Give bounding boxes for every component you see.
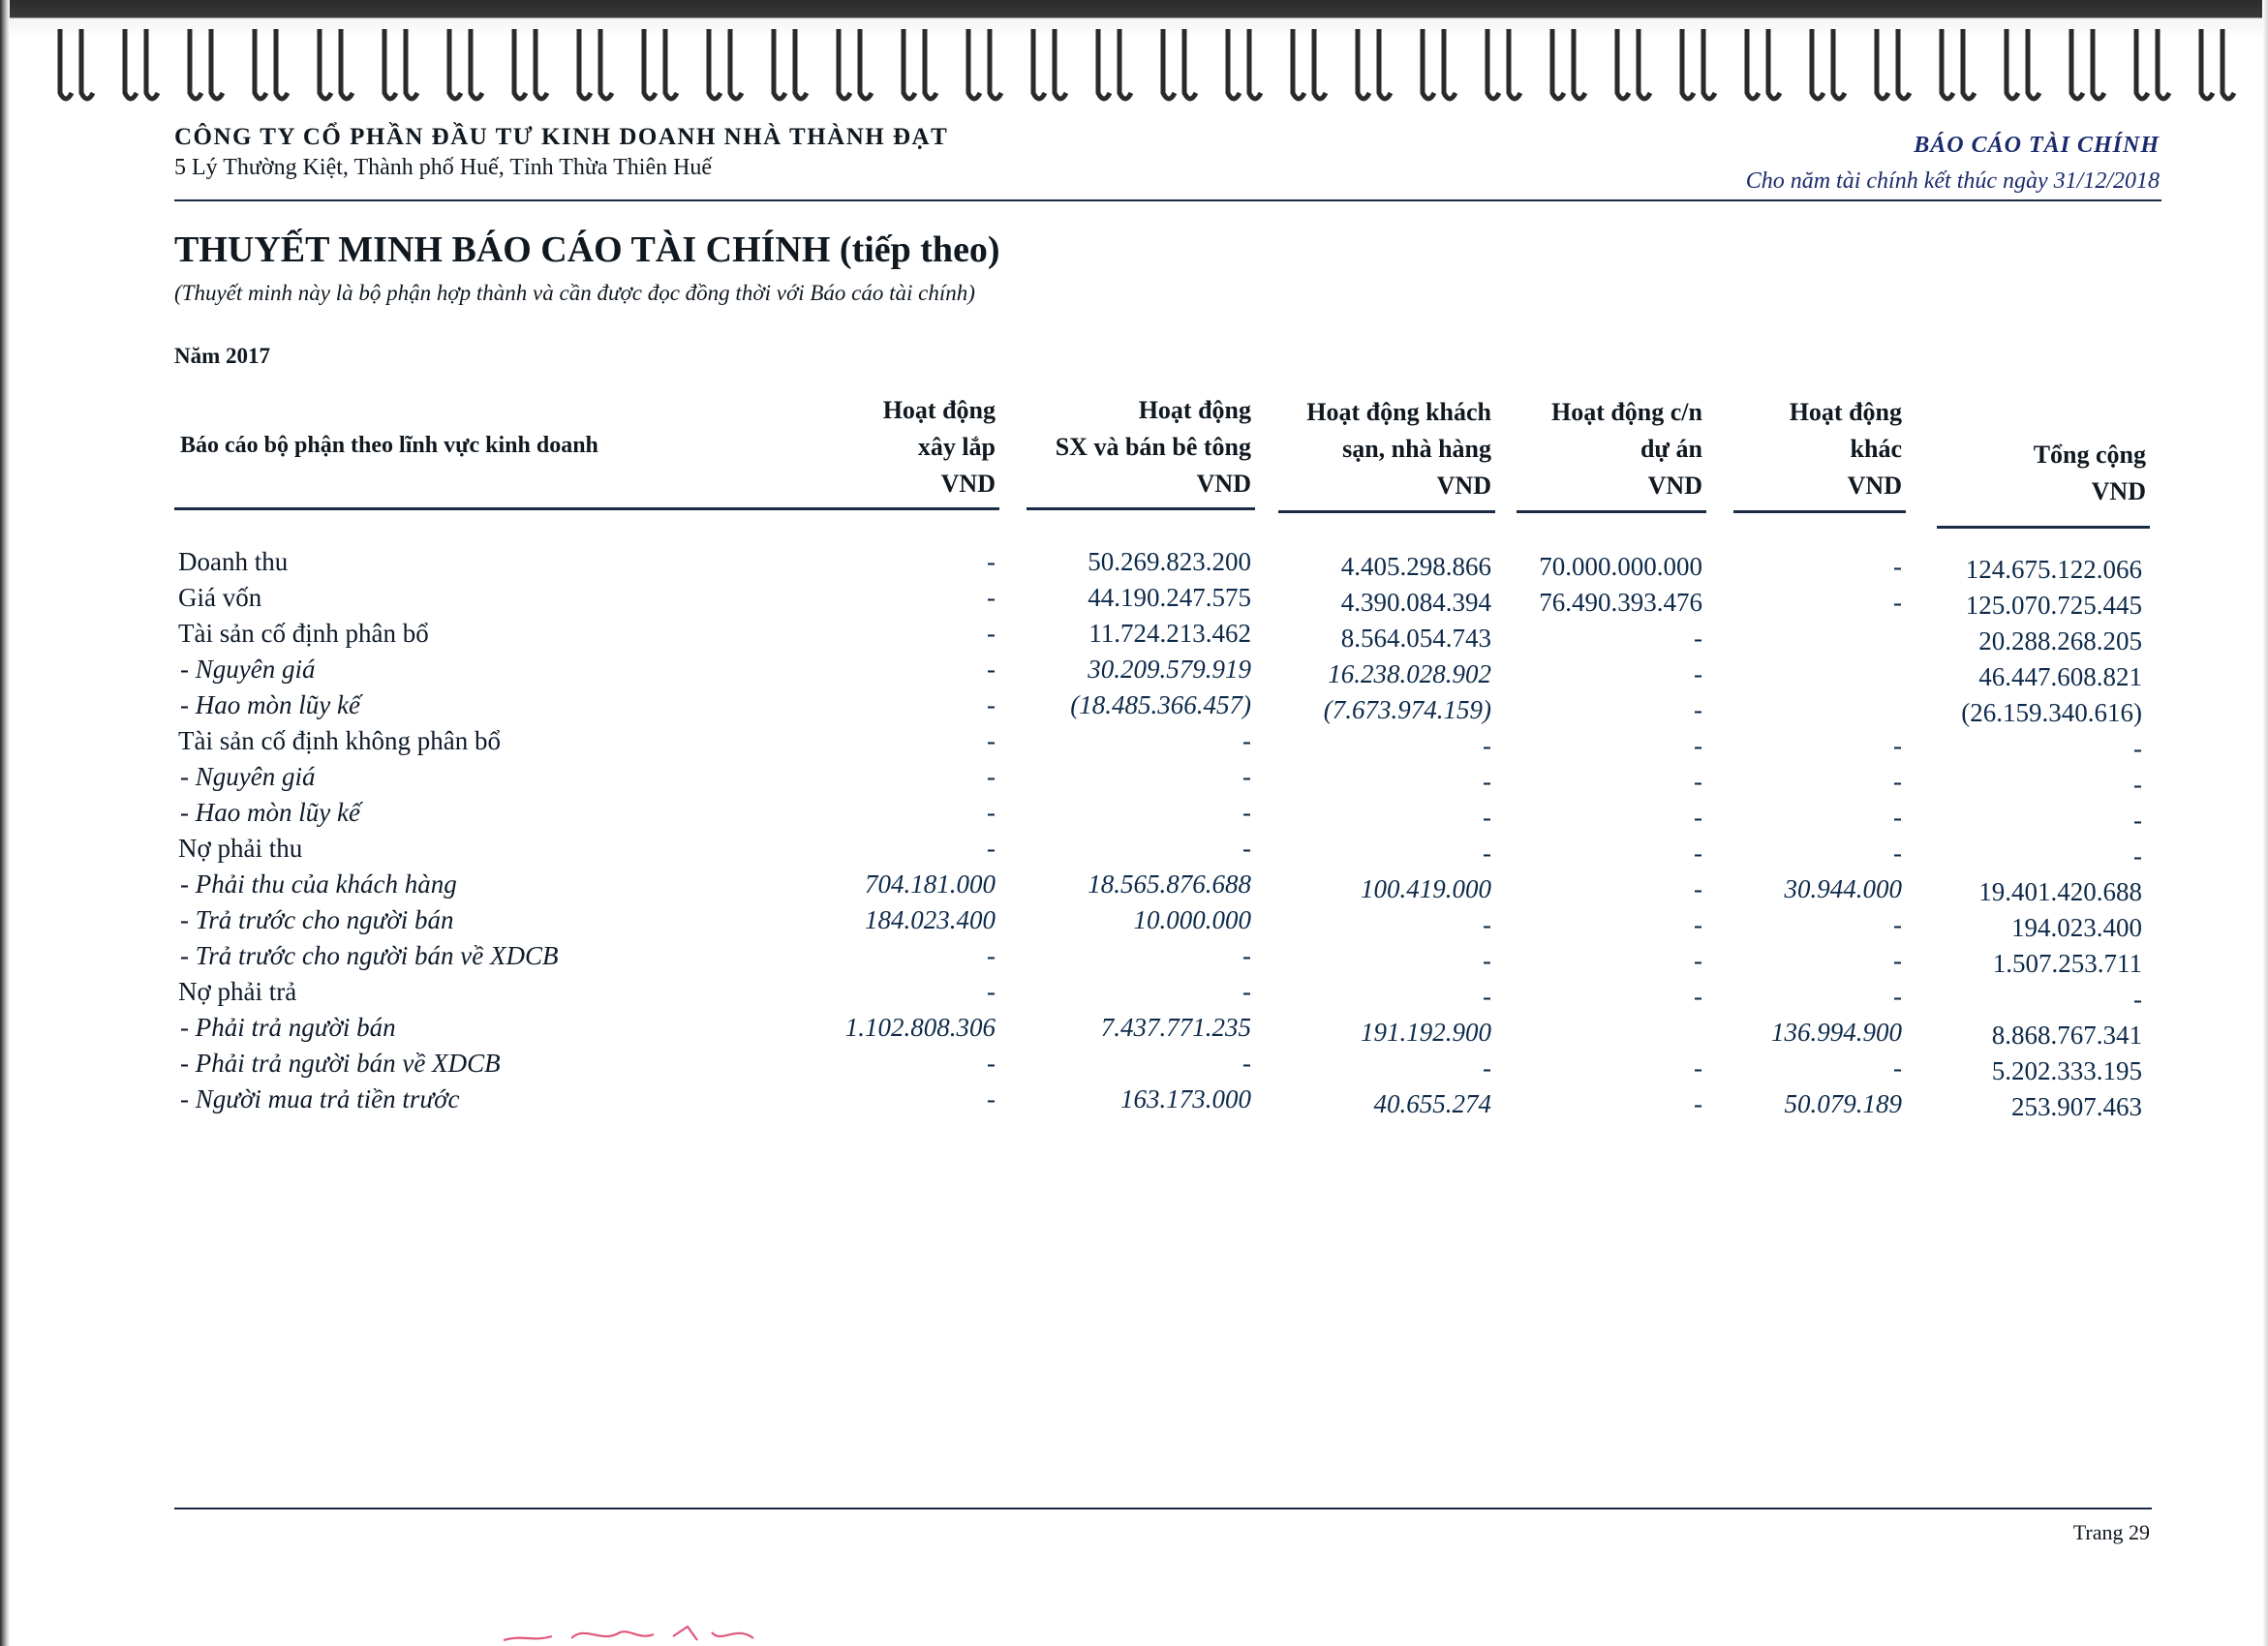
value-cell: - [2133, 985, 2142, 1014]
value-cell: 194.023.400 [2011, 913, 2142, 942]
value-cell: 11.724.213.462 [1088, 619, 1251, 648]
value-cell: 8.564.054.743 [1340, 624, 1491, 653]
row-label: - Phải trả người bán về XDCB [180, 1049, 501, 1078]
value-cell: 50.079.189 [1784, 1089, 1902, 1118]
column-header-unit: VND [1647, 472, 1702, 500]
binding-ring [1682, 29, 1715, 99]
value-cell: 5.202.333.195 [1991, 1056, 2142, 1085]
column-header-line2: khác [1850, 435, 1902, 463]
footer-divider [174, 1508, 2152, 1509]
table-row [0, 834, 2268, 869]
value-cell: - [1242, 1049, 1251, 1078]
table-row [0, 941, 2268, 977]
row-label: - Nguyên giá [180, 655, 316, 684]
value-cell: 253.907.463 [2011, 1092, 2142, 1121]
value-cell: - [987, 655, 996, 684]
row-label: Nợ phải trả [178, 977, 297, 1006]
row-label: Giá vốn [178, 583, 262, 612]
column-header-line2: sạn, nhà hàng [1342, 435, 1491, 463]
binding-ring [904, 29, 936, 99]
column-header-rule [1027, 507, 1255, 510]
column-header-rule [1517, 510, 1706, 513]
binding-ring [1877, 29, 1910, 99]
value-cell: (18.485.366.457) [1070, 690, 1251, 719]
binding-ring [1552, 29, 1585, 99]
value-cell: - [1893, 910, 1902, 939]
value-cell: - [1694, 982, 1702, 1011]
value-cell: - [1694, 874, 1702, 903]
binding-ring [1747, 29, 1780, 99]
column-header [1056, 392, 1251, 503]
value-cell: - [1893, 552, 1902, 581]
table-row [0, 655, 2268, 690]
signature-mark-graphic [494, 1615, 784, 1646]
value-cell: - [1893, 731, 1902, 760]
binding-ring [1293, 29, 1326, 99]
value-cell: - [2133, 734, 2142, 763]
report-period: Cho năm tài chính kết thúc ngày 31/12/2018 [1745, 168, 2160, 194]
value-cell: 4.405.298.866 [1340, 552, 1491, 581]
column-header-rule [1278, 510, 1495, 513]
row-label: Doanh thu [178, 547, 289, 576]
binding-ring [2071, 29, 2104, 99]
value-cell: - [1694, 659, 1702, 688]
value-cell: - [1694, 624, 1702, 653]
value-cell: - [987, 619, 996, 648]
value-cell: - [987, 726, 996, 755]
binding-ring [125, 29, 158, 99]
binding-ring [60, 29, 93, 99]
binding-ring [190, 29, 223, 99]
value-cell: - [1694, 910, 1702, 939]
value-cell: - [1483, 910, 1491, 939]
binding-ring [579, 29, 612, 99]
binding-ring [449, 29, 482, 99]
binding-ring [968, 29, 1001, 99]
value-cell: - [1694, 695, 1702, 724]
table-section-header: Báo cáo bộ phận theo lĩnh vực kinh doanh [180, 433, 598, 458]
column-header-rule [1937, 526, 2150, 529]
value-cell: - [1694, 1089, 1702, 1118]
column-header-rule [1733, 510, 1906, 513]
value-cell: - [987, 1084, 996, 1113]
value-cell: 19.401.420.688 [1978, 877, 2142, 906]
table-row [0, 547, 2268, 583]
binding-ring [255, 29, 288, 99]
column-header-line1: Hoạt động [1789, 398, 1902, 426]
value-cell: - [1483, 731, 1491, 760]
binding-ring [1228, 29, 1261, 99]
value-cell: 136.994.900 [1771, 1018, 1902, 1047]
row-label: - Trả trước cho người bán về XDCB [180, 941, 559, 970]
table-row [0, 1013, 2268, 1049]
row-label: - Phải trả người bán [180, 1013, 396, 1042]
column-header-line2: Tổng cộng [2033, 441, 2146, 469]
year-heading: Năm 2017 [174, 344, 271, 368]
value-cell: 8.868.767.341 [1991, 1021, 2142, 1050]
column-header [1790, 394, 1902, 504]
row-label: - Hao mòn lũy kế [180, 690, 360, 719]
value-cell: 46.447.608.821 [1978, 662, 2142, 691]
value-cell: - [1483, 946, 1491, 975]
value-cell: - [1483, 1053, 1491, 1082]
value-cell: 20.288.268.205 [1978, 626, 2142, 655]
value-cell: 4.390.084.394 [1340, 588, 1491, 617]
row-label: - Hao mòn lũy kế [180, 798, 360, 827]
value-cell: - [987, 583, 996, 612]
row-label: - Nguyên giá [180, 762, 316, 791]
report-label: BÁO CÁO TÀI CHÍNH [1914, 133, 2160, 158]
binding-ring [1033, 29, 1066, 99]
value-cell: - [1483, 767, 1491, 796]
value-cell: - [1694, 803, 1702, 832]
value-cell: 30.944.000 [1784, 874, 1902, 903]
value-cell: 70.000.000.000 [1539, 552, 1702, 581]
value-cell: 1.507.253.711 [1992, 949, 2142, 978]
table-row [0, 1084, 2268, 1120]
column-header-unit: VND [1847, 472, 1902, 500]
value-cell: 163.173.000 [1120, 1084, 1251, 1113]
value-cell: - [1893, 946, 1902, 975]
binding-ring [1617, 29, 1650, 99]
binding-ring [1423, 29, 1456, 99]
value-cell: 125.070.725.445 [1965, 591, 2142, 620]
column-header-line2: SX và bán bê tông [1055, 433, 1251, 461]
row-label: - Người mua trả tiền trước [180, 1084, 460, 1113]
value-cell: - [1242, 977, 1251, 1006]
value-cell: - [1483, 838, 1491, 868]
value-cell: 1.102.808.306 [844, 1013, 996, 1042]
column-header-line1: Hoạt động [1138, 396, 1251, 424]
table-row [0, 1049, 2268, 1084]
column-header-unit: VND [1436, 472, 1491, 500]
column-header-line1: Hoạt động khách [1306, 398, 1491, 426]
value-cell: - [1893, 803, 1902, 832]
value-cell: - [987, 941, 996, 970]
value-cell: (26.159.340.616) [1961, 698, 2142, 727]
column-header-unit: VND [940, 470, 996, 498]
binding-ring [1942, 29, 1975, 99]
binding-ring [320, 29, 352, 99]
value-cell: 7.437.771.235 [1100, 1013, 1251, 1042]
value-cell: - [2133, 806, 2142, 835]
value-cell: - [1694, 731, 1702, 760]
binding-ring [644, 29, 677, 99]
column-header [1306, 394, 1491, 504]
binding-ring [384, 29, 417, 99]
column-header [2034, 400, 2146, 510]
value-cell: - [987, 977, 996, 1006]
binding-ring [1487, 29, 1520, 99]
value-cell: - [987, 762, 996, 791]
column-header-line2: xây lắp [917, 433, 996, 461]
value-cell: - [1242, 834, 1251, 863]
value-cell: 100.419.000 [1361, 874, 1491, 903]
value-cell: - [1893, 1053, 1902, 1082]
table-row [0, 905, 2268, 941]
value-cell: - [1694, 767, 1702, 796]
table-row [0, 619, 2268, 655]
column-header [883, 392, 996, 503]
value-cell: 44.190.247.575 [1088, 583, 1251, 612]
document-subtitle: (Thuyết minh này là bộ phận hợp thành và cần được đọc đồng thời với Báo cáo tài chính) [174, 281, 975, 305]
value-cell: - [2133, 841, 2142, 870]
column-header-unit: VND [1196, 470, 1251, 498]
value-cell: - [1483, 982, 1491, 1011]
value-cell: 18.565.876.688 [1088, 869, 1251, 899]
value-cell: 30.209.579.919 [1088, 655, 1251, 684]
column-header [1551, 394, 1702, 504]
value-cell: - [2133, 770, 2142, 799]
document-title: THUYẾT MINH BÁO CÁO TÀI CHÍNH (tiếp theo) [174, 229, 1000, 270]
value-cell: - [987, 798, 996, 827]
row-label: - Phải thu của khách hàng [180, 869, 457, 899]
row-label: Nợ phải thu [178, 834, 303, 863]
table-row [0, 690, 2268, 726]
column-header-line2: dự án [1640, 435, 1702, 463]
page-number: Trang 29 [2072, 1520, 2150, 1544]
value-cell: - [1893, 588, 1902, 617]
company-address: 5 Lý Thường Kiệt, Thành phố Huế, Tỉnh Thừa Thiên Huế [174, 155, 713, 180]
column-header-line1: Hoạt động c/n [1550, 398, 1702, 426]
value-cell: - [1242, 798, 1251, 827]
binding-ring [839, 29, 872, 99]
column-header-unit: VND [2091, 477, 2146, 505]
row-label: Tài sản cố định không phân bổ [178, 726, 501, 755]
value-cell: 40.655.274 [1373, 1089, 1491, 1118]
value-cell: 124.675.122.066 [1965, 555, 2142, 584]
column-header-line1 [2034, 400, 2146, 437]
binding-ring [2136, 29, 2169, 99]
value-cell: - [1893, 982, 1902, 1011]
binding-ring [1098, 29, 1131, 99]
value-cell: - [987, 547, 996, 576]
value-cell: 184.023.400 [865, 905, 996, 934]
table-row [0, 977, 2268, 1013]
spiral-rings-graphic [0, 0, 2268, 116]
spiral-binding [0, 0, 2268, 116]
value-cell: - [1694, 946, 1702, 975]
table-row [0, 762, 2268, 798]
column-header-rule [174, 507, 999, 510]
value-cell: - [1242, 726, 1251, 755]
value-cell: 10.000.000 [1133, 905, 1251, 934]
value-cell: 191.192.900 [1361, 1018, 1491, 1047]
row-label: - Trả trước cho người bán [180, 905, 454, 934]
table-row [0, 869, 2268, 905]
value-cell: - [1694, 838, 1702, 868]
row-label: Tài sản cố định phân bổ [178, 619, 429, 648]
value-cell: - [1893, 838, 1902, 868]
value-cell: - [1242, 762, 1251, 791]
binding-ring [709, 29, 742, 99]
binding-ring [1812, 29, 1845, 99]
table-row [0, 726, 2268, 762]
binding-ring [1163, 29, 1196, 99]
binding-ring [774, 29, 807, 99]
value-cell: 704.181.000 [865, 869, 996, 899]
value-cell: - [1242, 941, 1251, 970]
company-name: CÔNG TY CỔ PHẦN ĐẦU TƯ KINH DOANH NHÀ THÀNH ĐẠT [174, 124, 949, 150]
value-cell: - [1694, 1053, 1702, 1082]
value-cell: 16.238.028.902 [1328, 659, 1491, 688]
value-cell: - [987, 690, 996, 719]
value-cell: - [987, 1049, 996, 1078]
table-row [0, 583, 2268, 619]
header-divider [174, 199, 2161, 201]
binding-ring [1358, 29, 1391, 99]
value-cell: - [987, 834, 996, 863]
value-cell: - [1893, 767, 1902, 796]
binding-ring [2007, 29, 2039, 99]
value-cell: 76.490.393.476 [1539, 588, 1702, 617]
value-cell: (7.673.974.159) [1323, 695, 1491, 724]
column-header-line1: Hoạt động [882, 396, 996, 424]
table-row [0, 798, 2268, 834]
value-cell: 50.269.823.200 [1088, 547, 1251, 576]
binding-ring [514, 29, 547, 99]
value-cell: - [1483, 803, 1491, 832]
binding-ring [2201, 29, 2234, 99]
